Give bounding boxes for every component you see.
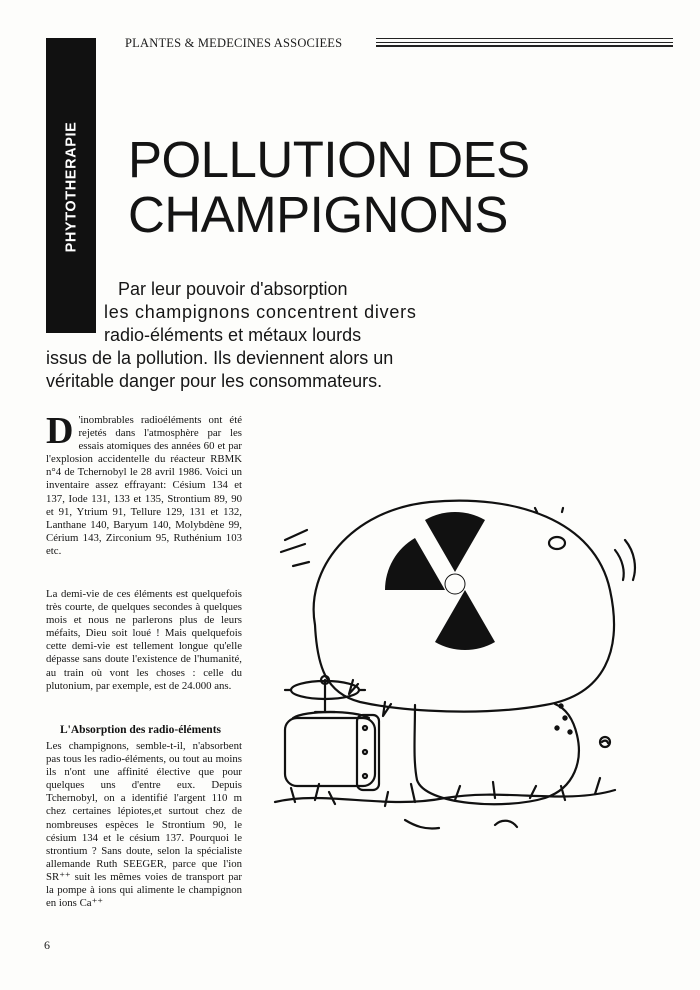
header-rules: [376, 38, 673, 50]
paragraph-1: [46, 410, 242, 558]
lead-line: véritable danger pour les consommateurs.: [46, 371, 383, 391]
paragraph-1-text: 'inombrables radioéléments ont été rejetés dans l'atmosphère par les essais atomiques des années 60 et par l'explosion accidentelle du réacteur RBMK n°4 de Tchernobyl le 28 avril 1986. Voici un inventaire assez effrayant: Césium 134 et 137, Iode 131, 133 et 135, Strontium 89, 90 et 91, Ytrium 91, Tellure 129, 131 et 132, Lanthane 140, Baryum 140, Molybdène 99, Cérium 143, Zirconium 95, Ruthénium 103 etc.: [46, 414, 242, 557]
drop-cap: D: [46, 410, 74, 452]
category-label: PHYTOTHERAPIE: [63, 121, 79, 253]
lead-line: Par leur pouvoir d'absorption: [118, 279, 348, 299]
paragraph-2: La demi-vie de ces éléments est quelquefois très courte, de quelques secondes à quelques mois et nous ne parlerons plus de leurs méfaits, Dieu soit loué ! Mais quelquefois cette demi-vie est tellement longue qu'elle dépasse sans doute l'existence de l'humanité, au train où vont les choses : celle du plutonium, par exemple, est de 24.000 ans.: [46, 588, 242, 692]
radioactive-mushroom-icon: [265, 480, 650, 870]
lead-line: issus de la pollution. Ils deviennent alors un: [46, 348, 394, 368]
trefoil-icon: [385, 512, 495, 650]
subheading: L'Absorption des radio-éléments: [60, 724, 221, 736]
section-header: PLANTES & MEDECINES ASSOCIEES: [125, 36, 343, 50]
title-line-1: POLLUTION DES: [128, 131, 530, 188]
lead-line: les champignons concentrent divers: [104, 302, 417, 322]
page-number: 6: [44, 938, 50, 952]
category-label-wrap: [47, 112, 95, 262]
title-line-2: CHAMPIGNONS: [128, 186, 508, 243]
article-title: [128, 132, 688, 242]
lead-line: radio-éléments et métaux lourds: [104, 325, 362, 345]
paragraph-3: Les champignons, semble-t-il, n'absorbent pas tous les radio-éléments, ou tout au moins ils n'ont une affinité élective que pour quelques uns d'entre eux. Depuis Tchernobyl, on a identifié l'argent 110 m chez certaines lépiotes,et surtout chez de nombreuses espèces le Strontium 90, le césium 134 et le césium 137. Pourquoi le strontium ? Sans doute, selon la spécialiste allemande Ruth SEEGER, parce que l'ion SR⁺⁺ suit les mêmes voies de transport par la pompe à ions qui alimente le champignon en ions Ca⁺⁺: [46, 740, 242, 910]
